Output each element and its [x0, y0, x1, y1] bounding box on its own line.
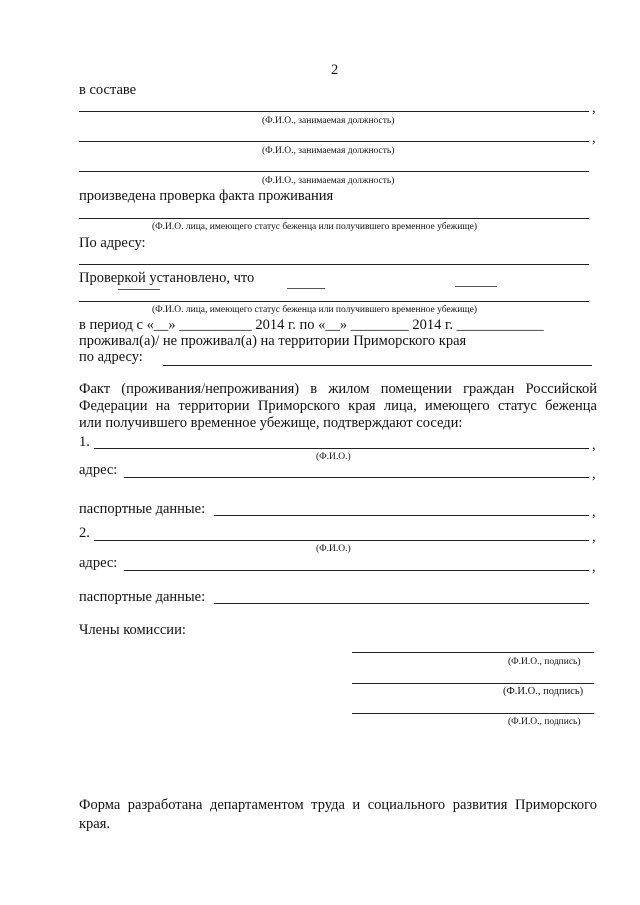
neighbor-2-fio-line[interactable] — [94, 540, 589, 541]
footer-line-2: края. — [79, 816, 111, 832]
signature-line-3[interactable] — [352, 713, 594, 714]
signature-line-2[interactable] — [352, 683, 594, 684]
neighbor-2-number: 2. — [79, 525, 90, 541]
page-number: 2 — [331, 62, 339, 78]
member-line-3[interactable] — [79, 171, 589, 172]
caption-member-1: (Ф.И.О., занимаемая должность) — [262, 116, 395, 126]
comma: , — [592, 529, 596, 545]
neighbor-1-passport-label: паспортные данные: — [79, 501, 206, 517]
neighbor-2-passport-line[interactable] — [214, 603, 589, 604]
neighbor-1-fio-caption: (Ф.И.О.) — [316, 452, 351, 462]
neighbor-1-fio-line[interactable] — [94, 448, 589, 449]
member-line-1[interactable] — [79, 111, 589, 112]
neighbor-1-passport-line[interactable] — [214, 515, 589, 516]
fact-paragraph-line-2: Федерации на территории Приморского края лица, имеющего статус беженца — [79, 398, 597, 414]
neighbor-2-fio-caption: (Ф.И.О.) — [316, 544, 351, 554]
refugee-line-1[interactable] — [79, 218, 589, 219]
comma: , — [592, 437, 596, 453]
at-address-line[interactable] — [163, 365, 592, 366]
address-line[interactable] — [79, 264, 589, 265]
faint-mark — [455, 286, 497, 287]
neighbor-2-address-line[interactable] — [124, 570, 589, 571]
intro-text: в составе — [79, 82, 137, 98]
check-text: произведена проверка факта проживания — [79, 188, 334, 204]
caption-refugee-2: (Ф.И.О. лица, имеющего статус беженца или получившего временное убежище) — [152, 305, 477, 315]
neighbor-2-passport-label: паспортные данные: — [79, 589, 206, 605]
neighbor-1-number: 1. — [79, 434, 90, 450]
caption-refugee-1: (Ф.И.О. лица, имеющего статус беженца или получившего временное убежище) — [152, 222, 477, 232]
refugee-line-2[interactable] — [79, 301, 589, 302]
comma: , — [592, 100, 596, 116]
caption-member-3: (Ф.И.О., занимаемая должность) — [262, 176, 395, 186]
address-label: По адресу: — [79, 235, 146, 251]
lived-text: проживал(а)/ не проживал(а) на территории Приморского края — [79, 333, 467, 349]
signature-line-1[interactable] — [352, 652, 594, 653]
commission-label: Члены комиссии: — [79, 622, 186, 638]
at-address-label: по адресу: — [79, 349, 143, 365]
neighbor-1-address-line[interactable] — [124, 477, 589, 478]
fact-paragraph-line-3: или получившего временное убежище, подтверждают соседи: — [79, 415, 463, 431]
signature-caption-2: (Ф.И.О., подпись) — [503, 686, 584, 697]
signature-caption-3: (Ф.И.О., подпись) — [508, 717, 581, 727]
period-text: в период с «__» __________ 2014 г. по «__» ________ 2014 г. ____________ — [79, 317, 544, 333]
signature-caption-1: (Ф.И.О., подпись) — [508, 657, 581, 667]
comma: , — [592, 559, 596, 575]
member-line-2[interactable] — [79, 141, 589, 142]
fact-paragraph-line-1: Факт (проживания/непроживания) в жилом помещении граждан Российской — [79, 381, 597, 397]
neighbor-1-address-label: адрес: — [79, 462, 118, 478]
faint-mark — [287, 288, 325, 289]
caption-member-2: (Ф.И.О., занимаемая должность) — [262, 146, 395, 156]
footer-line-1: Форма разработана департаментом труда и социального развития Приморского — [79, 797, 597, 813]
comma: , — [592, 130, 596, 146]
established-text: Проверкой установлено, что — [79, 270, 255, 286]
faint-mark — [118, 289, 160, 290]
neighbor-2-address-label: адрес: — [79, 555, 118, 571]
comma: , — [592, 504, 596, 520]
comma: , — [592, 466, 596, 482]
